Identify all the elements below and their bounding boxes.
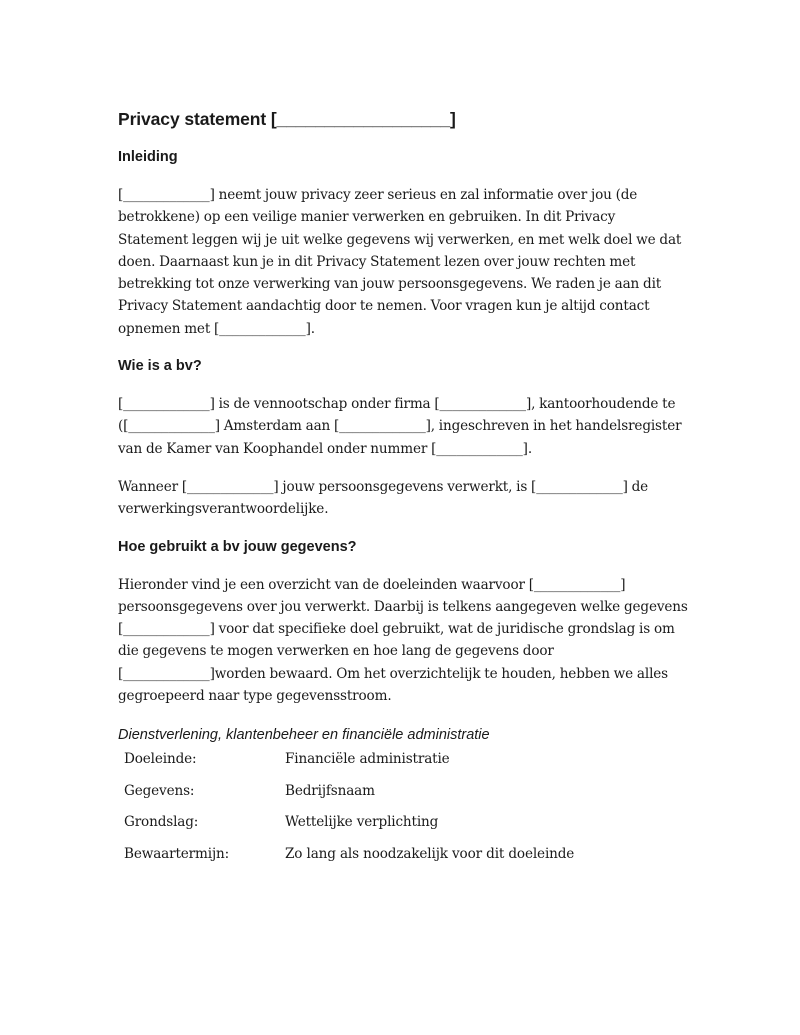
row-value: Zo lang als noodzakelijk voor dit doeleinde [285,845,575,862]
purpose-subheading: Dienstverlening, klantenbeheer en financiële administratie [118,727,490,744]
section-hoe-gebruikt [118,537,688,708]
section-inleiding [118,147,688,340]
row-label: Bewaartermijn: [124,845,230,862]
section-heading: Hoe gebruikt a bv jouw gegevens? [118,538,357,555]
row-label: Grondslag: [124,814,199,831]
table-row [124,844,574,876]
row-label: Gegevens: [124,782,195,799]
paragraph: [_____________] is de vennootschap onder firma [_____________], kantoorhoudende te ([_____________] Amsterdam aan [_____________], ingeschreven in het handelsregister van de Kamer van Koophandel onder nummer [_____________]. [118,396,682,457]
paragraph: Hieronder vind je een overzicht van de doeleinden waarvoor [_____________] persoonsgegevens over jou verwerkt. Daarbij is telkens aangegeven welke gegevens [_____________] voor dat specifieke doel gebruikt, wat de juridische grondslag is om die gegevens te mogen verwerken en hoe lang de gegevens door [_____________]worden bewaard. Om het overzichtelijk te houden, hebben we alles gegroepeerd naar type gegevensstroom. [118,576,688,705]
paragraph: [_____________] neemt jouw privacy zeer serieus en zal informatie over jou (de betrokkene) op een veilige manier verwerken en gebruiken. In dit Privacy Statement leggen wij je uit welke gegevens wij verwerken, en met welk doel we dat doen. Daarnaast kun je in dit Privacy Statement lezen over jouw rechten met betrekking tot onze verwerking van jouw persoonsgegevens. We raden je aan dit Privacy Statement aandachtig door te nemen. Voor vragen kun je altijd contact opnemen met [_____________]. [118,187,682,337]
paragraph: Wanneer [_____________] jouw persoonsgegevens verwerkt, is [_____________] de verwerkingsverantwoordelijke. [118,478,649,518]
table-row [124,812,574,844]
table-row [124,749,574,781]
document-page [118,107,688,875]
section-heading: Wie is a bv? [118,358,202,375]
row-value: Bedrijfsnaam [285,782,375,799]
row-value: Financiële administratie [285,751,450,768]
section-heading: Inleiding [118,149,178,165]
row-value: Wettelijke verplichting [285,814,439,831]
row-label: Doeleinde: [124,751,197,768]
purpose-table [124,749,574,875]
section-wie-is-a-bv [118,356,688,520]
document-title: Privacy statement [__________________] [118,109,456,129]
table-row [124,781,574,813]
